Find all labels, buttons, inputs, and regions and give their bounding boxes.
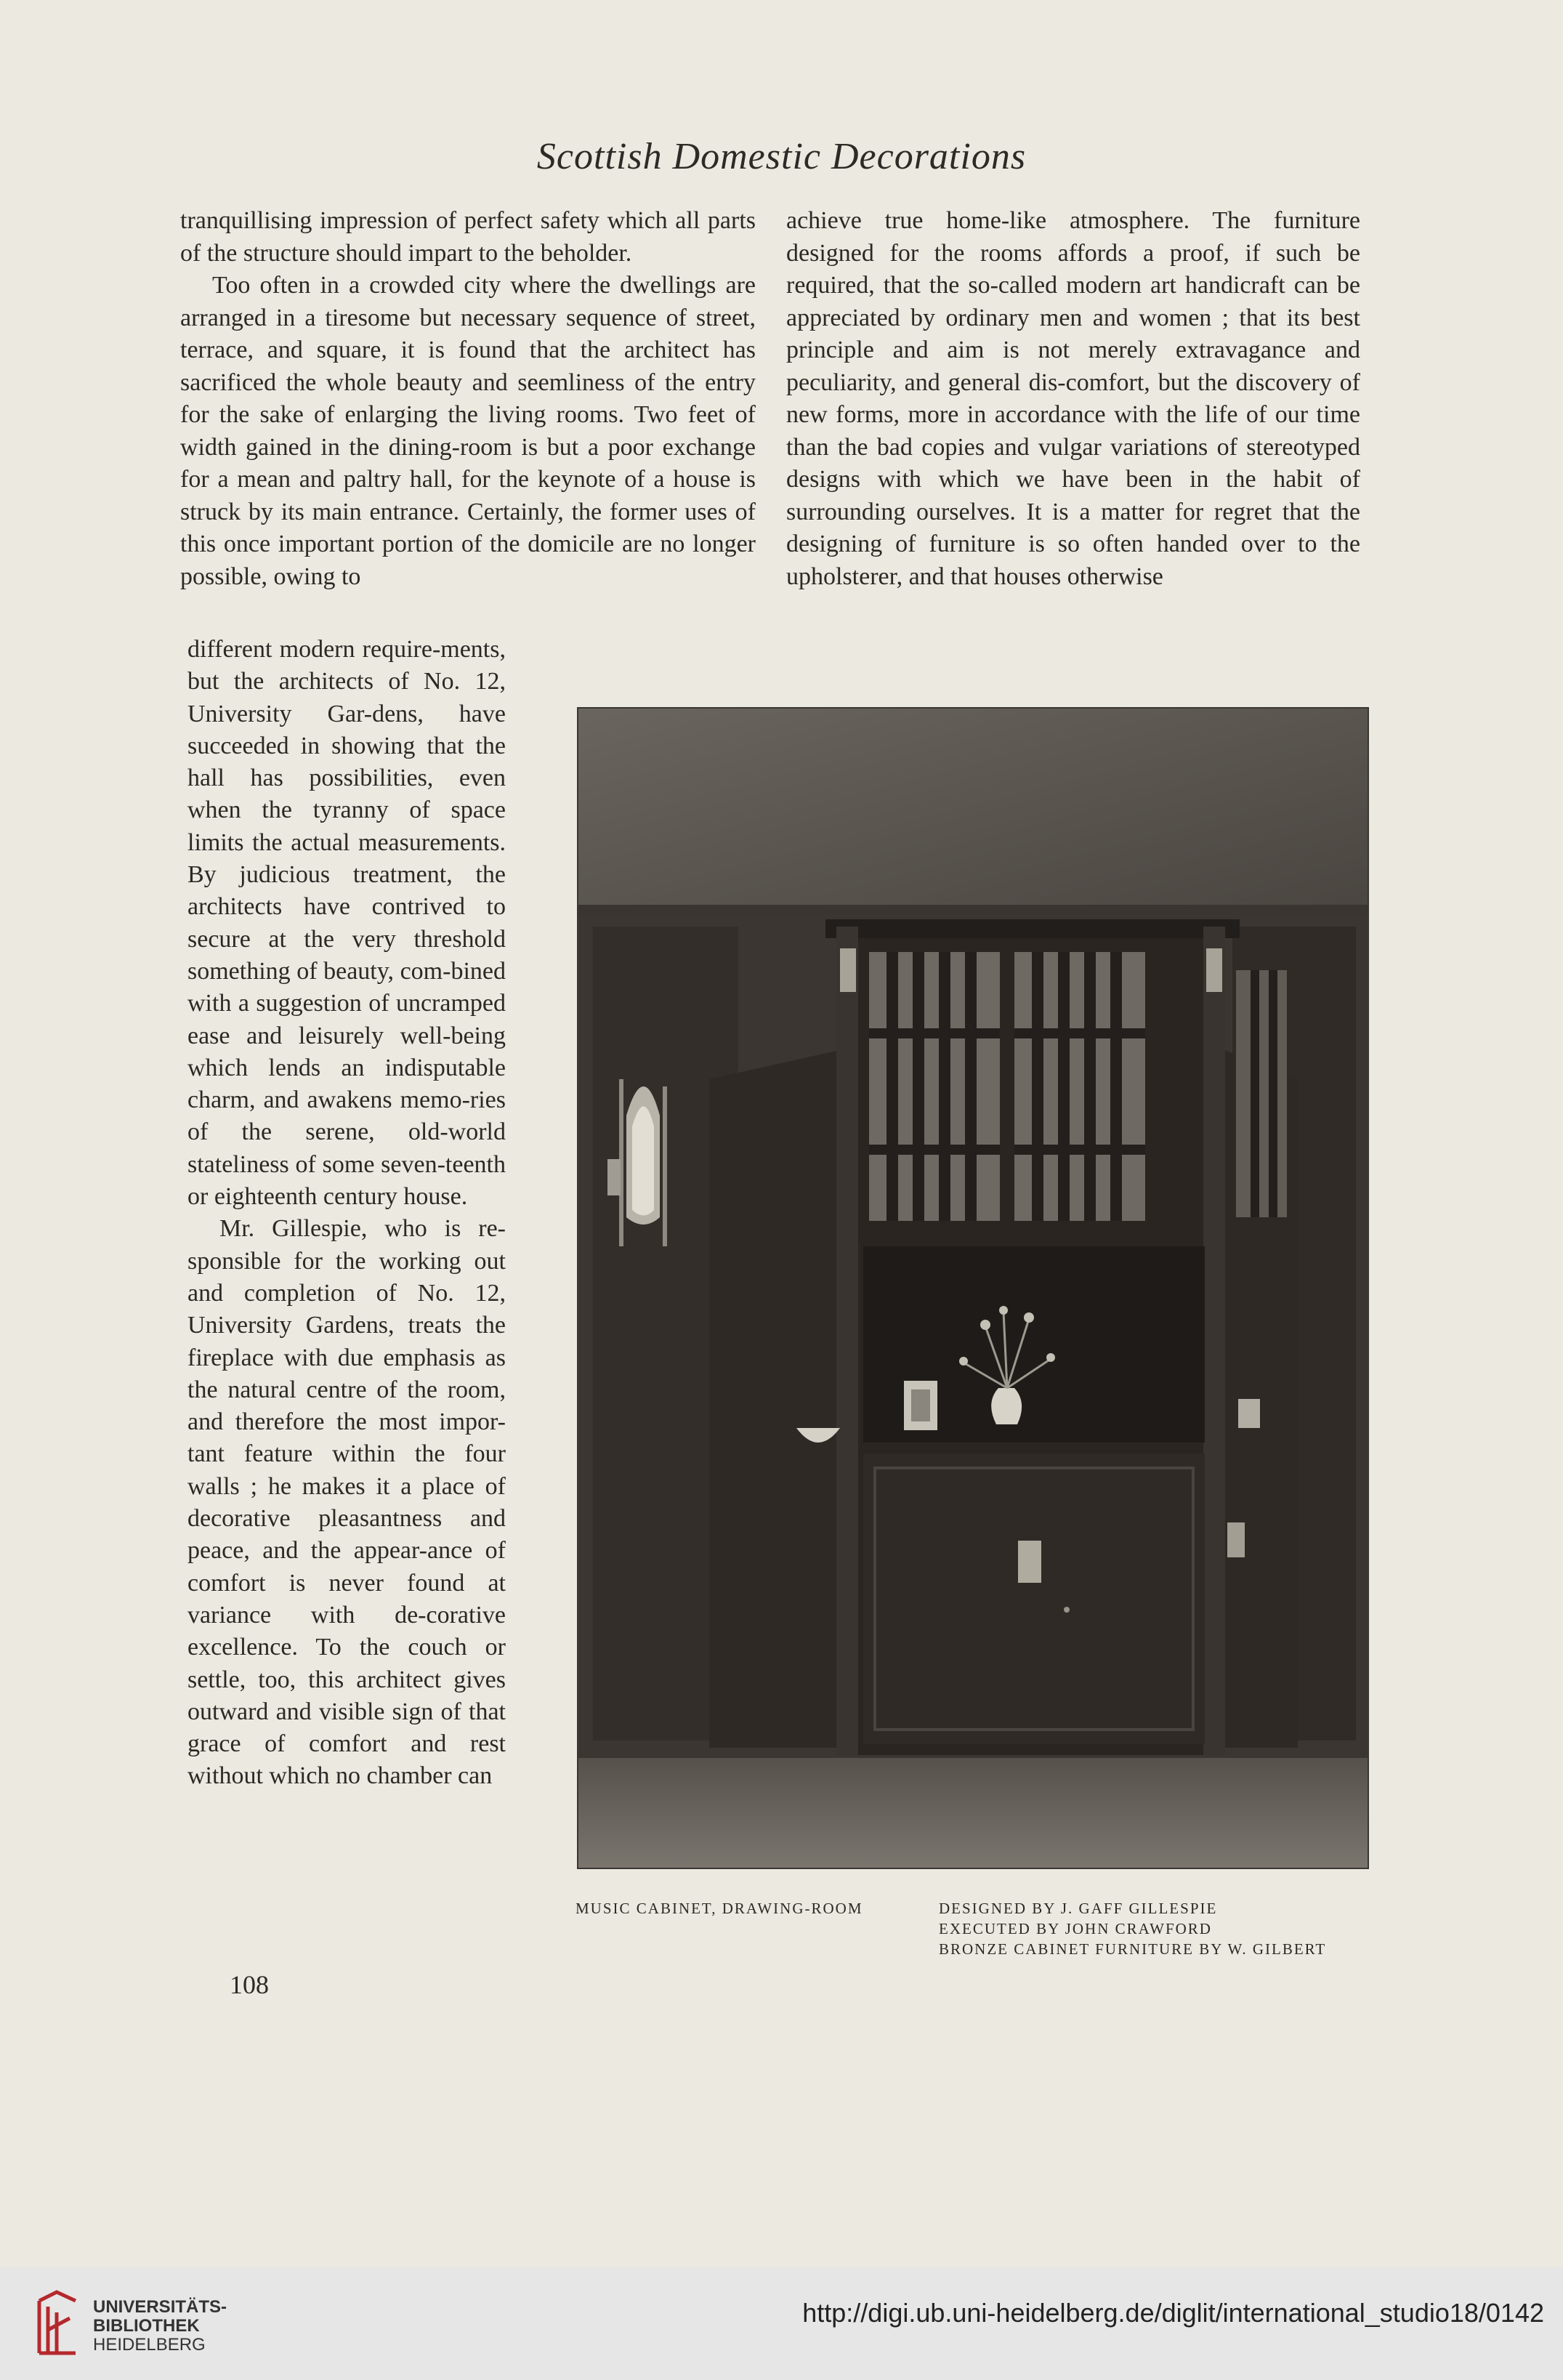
paragraph: tranquillising impression of perfect safety which all parts of the structure should impart to the beholder. <box>180 207 756 267</box>
paragraph: Mr. Gillespie, who is re-sponsible for the working out and completion of No. 12, University Gardens, treats the fireplace with due emphasis as the natural centre of the room, and therefore the most impor-tant feature within the four walls ; he makes it a place of decorative pleasantness and peace, and the appear-ance of comfort is never found at variance with de-corative excellence. To the couch or settle, too, this architect gives outward and visible sign of that grace of comfort and rest without which no chamber can <box>187 1215 506 1790</box>
library-name <box>93 2298 227 2355</box>
music-cabinet-photograph <box>578 709 1368 1868</box>
paragraph: different modern require-ments, but the architects of No. 12, University Gar-dens, have succeeded in showing that the hall has possibilities, even when the tyranny of space limits the actual measurements. By judicious treatment, the architects have contrived to secure at the very threshold something of beauty, com-bined with a suggestion of uncramped ease and leisurely well-being which lends an indisputable charm, and awakens memo-ries of the serene, old-world stateliness of some seven-teenth or eighteenth century house. <box>187 636 506 1211</box>
library-name-line: HEIDELBERG <box>93 2335 206 2355</box>
library-name-line: UNIVERSITÄTS- <box>93 2297 227 2317</box>
page-number: 108 <box>230 1970 269 1999</box>
caption-title: MUSIC CABINET, DRAWING-ROOM <box>575 1900 863 1917</box>
caption-credit-line: BRONZE CABINET FURNITURE BY W. GILBERT <box>939 1940 1327 1958</box>
top-right-column <box>786 205 1360 593</box>
library-name-line: BIBLIOTHEK <box>93 2316 200 2336</box>
narrow-column <box>187 634 506 1793</box>
caption-credit-line: DESIGNED BY J. GAFF GILLESPIE <box>939 1900 1218 1917</box>
source-url[interactable]: http://digi.ub.uni-heidelberg.de/diglit/international_studio18/0142 <box>802 2298 1544 2328</box>
caption-credits <box>939 1898 1375 1959</box>
caption-credit-line: EXECUTED BY JOHN CRAWFORD <box>939 1920 1212 1937</box>
running-head: Scottish Domestic Decorations <box>536 136 1027 177</box>
top-left-column <box>180 205 756 593</box>
library-logo-icon <box>33 2286 81 2359</box>
footer-bar <box>0 2267 1563 2380</box>
paragraph: achieve true home-like atmosphere. The furniture designed for the rooms affords a proof, if such be required, that the so-called modern art handicraft can be appreciated by ordinary men and women ; that its best principle and aim is not merely extravagance and peculiarity, and general dis-comfort, but the discovery of new forms, more in accordance with the life of our time than the bad copies and vulgar variations of stereotyped designs with which we have been in the habit of surrounding ourselves. It is a matter for regret that the designing of furniture is so often handed over to the upholsterer, and that houses otherwise <box>786 207 1360 590</box>
paragraph: Too often in a crowded city where the dwellings are arranged in a tiresome but necessary sequence of street, terrace, and square, it is found that the architect has sacrificed the whole beauty and seemliness of the entry for the sake of enlarging the living rooms. Two feet of width gained in the dining-room is but a poor exchange for a mean and paltry hall, for the keynote of a house is struck by its main entrance. Certainly, the former uses of this once important portion of the domicile are no longer possible, owing to <box>180 272 756 590</box>
